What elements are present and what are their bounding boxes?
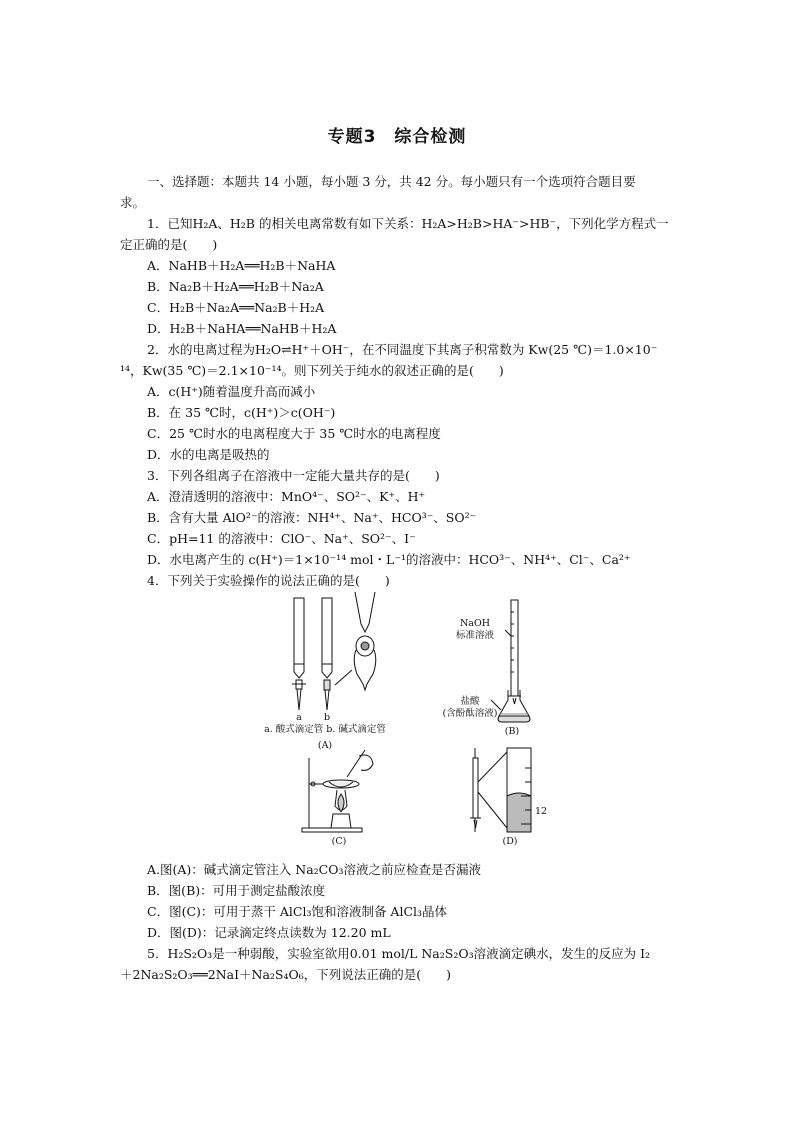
- figure-a-label-a: a: [296, 712, 302, 723]
- q2-option-a: A．c(H⁺)随着温度升高而减小: [147, 384, 316, 399]
- figure-d-label: (D): [502, 836, 518, 847]
- q1-option-c: C．H₂B＋Na₂A══Na₂B＋H₂A: [147, 300, 325, 315]
- q3-option-c: C．pH=11 的溶液中：ClO⁻、Na⁺、SO²⁻、I⁻: [147, 531, 416, 546]
- section-instruction-line2: 求。: [120, 195, 146, 210]
- figure-b-indicator: (含酚酞溶液): [442, 708, 498, 719]
- q1-option-d: D．H₂B＋NaHA══NaHB＋H₂A: [147, 321, 337, 336]
- figure-a-label: (A): [317, 740, 333, 751]
- q1-option-b: B．Na₂B＋H₂A══H₂B＋Na₂A: [147, 279, 324, 294]
- q2-stem-line1: 2．水的电离过程为H₂O⇌H⁺＋OH⁻，在不同温度下其离子积常数为 Kw(25 ℃)＝1.0×10⁻: [147, 342, 658, 357]
- q5-stem-line2: ＋2Na₂S₂O₃══2NaI＋Na₂S₄O₆，下列说法正确的是( ): [120, 967, 452, 982]
- q2-stem-line2: ¹⁴，Kw(35 ℃)＝2.1×10⁻¹⁴。则下列关于纯水的叙述正确的是( ): [120, 363, 504, 378]
- q3-option-d: D．水电离产生的 c(H⁺)＝1×10⁻¹⁴ mol・L⁻¹的溶液中：HCO³⁻、NH⁴⁺、Cl⁻、Ca²⁺: [147, 552, 631, 567]
- figure-b-hcl: 盐酸: [460, 696, 480, 707]
- q4-option-a: A.图(A)：碱式滴定管注入 Na₂CO₃溶液之前应检查是否漏液: [147, 862, 481, 877]
- section-instruction-line1: 一、选择题：本题共 14 小题，每小题 3 分，共 42 分。每小题只有一个选项符合题目要: [147, 174, 636, 189]
- figure-d-reading: 12: [535, 806, 548, 817]
- q1-stem-line1: 1．已知H₂A、H₂B 的相关电离常数有如下关系：H₂A>H₂B>HA⁻>HB⁻，下列化学方程式一: [147, 216, 669, 231]
- figure-a-burettes: [292, 592, 376, 710]
- figure-b-naoh: NaOH: [459, 618, 491, 629]
- q4-option-b: B．图(B)：可用于测定盐酸浓度: [147, 883, 326, 898]
- q3-option-a: A．澄清透明的溶液中：MnO⁴⁻、SO²⁻、K⁺、H⁺: [147, 489, 426, 504]
- figure-b-standard-solution: 标准溶液: [455, 630, 495, 641]
- figure-c-label: (C): [331, 836, 347, 847]
- figure-b-titration: [491, 600, 530, 722]
- figure-b-label: (B): [504, 726, 520, 737]
- q4-option-c: C．图(C)：可用于蒸干 AlCl₃饱和溶液制备 AlCl₃晶体: [147, 904, 448, 919]
- figure-c-evaporation: [302, 750, 373, 832]
- q4-figure-svg: [255, 592, 555, 852]
- q4-option-d: D．图(D)：记录滴定终点读数为 12.20 mL: [147, 925, 391, 940]
- page-title: 专题3 综合检测: [327, 127, 467, 147]
- figure-d-burette: [470, 748, 531, 832]
- figure-a-caption: a. 酸式滴定管 b. 碱式滴定管: [264, 724, 386, 735]
- figure-a-label-b: b: [323, 712, 331, 723]
- q1-option-a: A．NaHB＋H₂A══H₂B＋NaHA: [147, 258, 336, 273]
- q2-option-d: D．水的电离是吸热的: [147, 447, 270, 462]
- q3-stem: 3．下列各组离子在溶液中一定能大量共存的是( ): [147, 468, 440, 483]
- q5-stem-line1: 5．H₂S₂O₃是一种弱酸，实验室欲用0.01 mol/L Na₂S₂O₃溶液滴定碘水，发生的反应为 I₂: [147, 946, 651, 961]
- q3-option-b: B．含有大量 AlO²⁻的溶液：NH⁴⁺、Na⁺、HCO³⁻、SO²⁻: [147, 510, 477, 525]
- q2-option-c: C．25 ℃时水的电离程度大于 35 ℃时水的电离程度: [147, 426, 441, 441]
- q4-stem: 4．下列关于实验操作的说法正确的是( ): [147, 573, 390, 588]
- q2-option-b: B．在 35 ℃时，c(H⁺)＞c(OH⁻): [147, 405, 336, 420]
- q4-figure: [255, 592, 555, 852]
- q1-stem-line2: 定正确的是( ): [120, 237, 218, 252]
